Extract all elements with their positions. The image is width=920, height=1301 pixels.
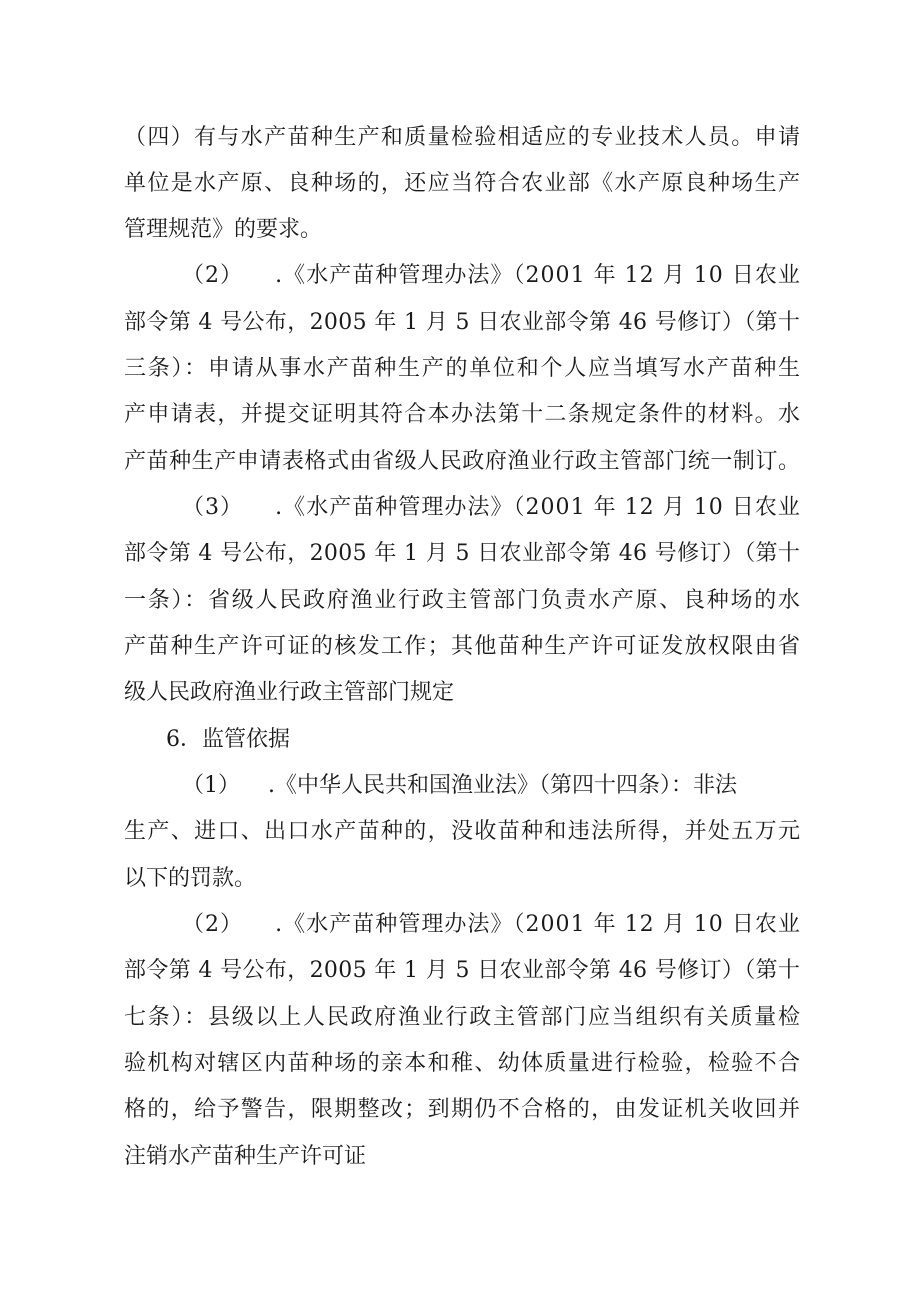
text-line: 部令第 4 号公布，2005 年 1 月 5 日农业部令第 46 号修订）（第十 <box>124 310 801 335</box>
text-line: 单位是水产原、良种场的，还应当符合农业部《水产原良种场生产 <box>124 171 802 196</box>
text-line: （3） .《水产苗种管理办法》（2001 年 12 月 10 日农业 <box>182 495 801 520</box>
text-line: 三条）：申请从事水产苗种生产的单位和个人应当填写水产苗种生 <box>124 356 802 381</box>
text-line: 验机构对辖区内苗种场的亲本和稚、幼体质量进行检验，检验不合 <box>124 1051 802 1076</box>
text-line: 级人民政府渔业行政主管部门规定 <box>124 680 455 705</box>
text-line: 以下的罚款。 <box>124 866 257 891</box>
text-line: 管理规范》的要求。 <box>124 217 323 242</box>
text-line: 注销水产苗种生产许可证 <box>124 1144 367 1169</box>
text-line: 产申请表，并提交证明其符合本办法第十二条规定条件的材料。水 <box>124 402 802 427</box>
text-line: （四）有与水产苗种生产和质量检验相适应的专业技术人员。申请 <box>124 125 802 150</box>
text-line: 一条）：省级人民政府渔业行政主管部门负责水产原、良种场的水 <box>124 588 802 613</box>
text-line: 产苗种生产申请表格式由省级人民政府渔业行政主管部门统一制订。 <box>124 449 801 474</box>
text-line: （2） .《水产苗种管理办法》（2001 年 12 月 10 日农业 <box>182 912 801 937</box>
text-line: （1） .《中华人民共和国渔业法》（第四十四条）：非法 <box>182 773 737 798</box>
text-line: 部令第 4 号公布，2005 年 1 月 5 日农业部令第 46 号修订）（第十 <box>124 958 801 983</box>
text-line: 生产、进口、出口水产苗种的，没收苗种和违法所得，并处五万元 <box>124 819 802 844</box>
text-line: 产苗种生产许可证的核发工作；其他苗种生产许可证发放权限由省 <box>124 634 802 659</box>
text-line: 七条）：县级以上人民政府渔业行政主管部门应当组织有关质量检 <box>124 1005 802 1030</box>
text-line: 部令第 4 号公布，2005 年 1 月 5 日农业部令第 46 号修订）（第十 <box>124 541 801 566</box>
text-line: （2） .《水产苗种管理办法》（2001 年 12 月 10 日农业 <box>182 263 801 288</box>
text-line: 格的，给予警告，限期整改；到期仍不合格的，由发证机关收回并 <box>124 1097 802 1122</box>
section-heading: 6．监管依据 <box>166 727 290 752</box>
